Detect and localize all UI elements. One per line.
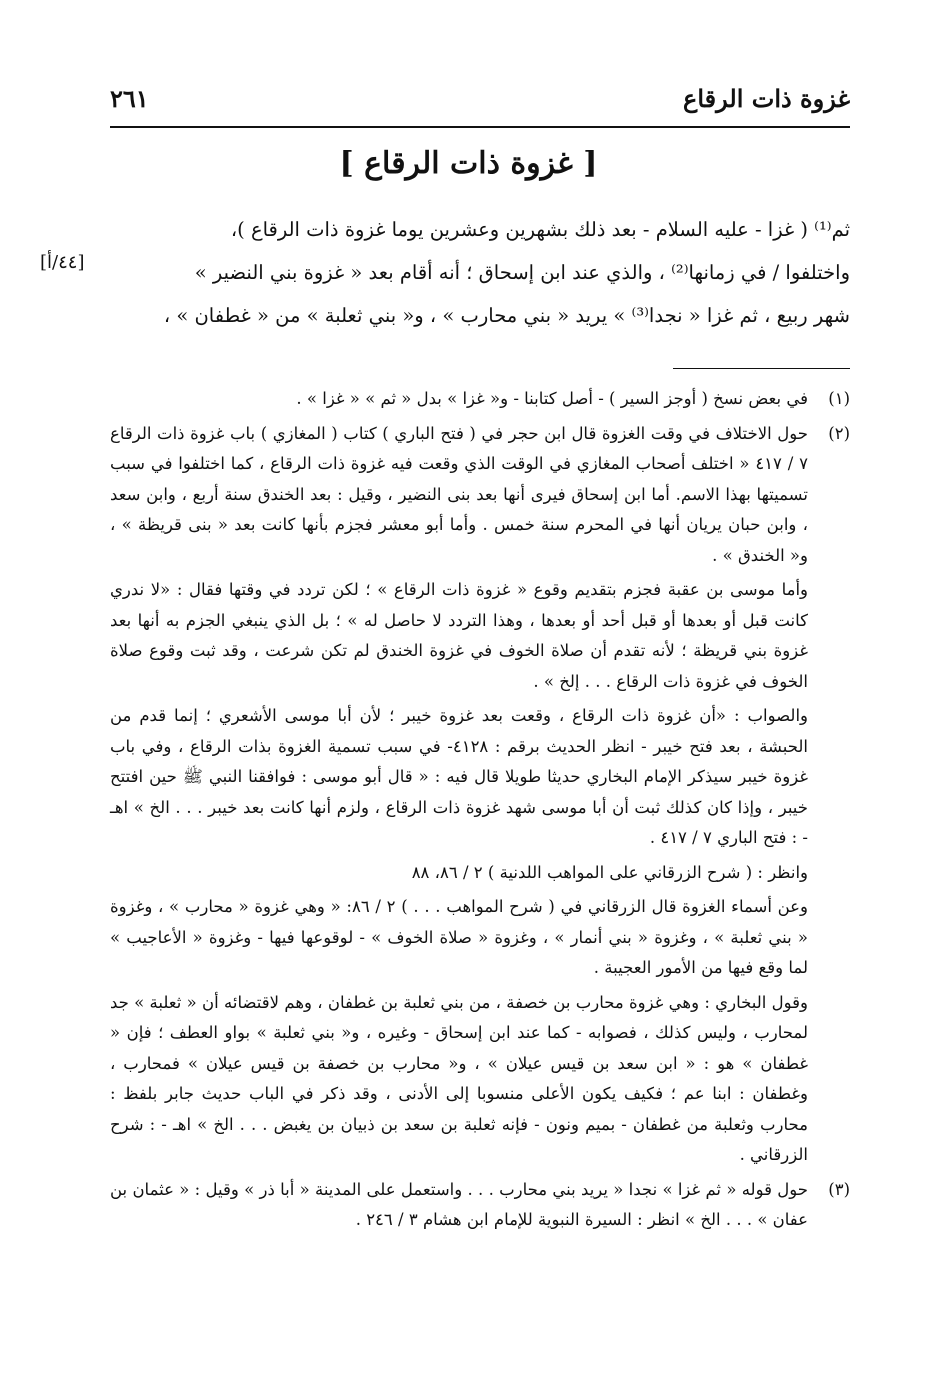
footnotes: [110, 384, 850, 1240]
main-text-line: واختلفوا / في زمانها⁽²⁾ ، والذي عند ابن إسحاق ؛ أنه أقام بعد « غزوة بني النضير »: [194, 261, 850, 284]
footnote-3: [110, 1175, 850, 1236]
running-title: غزوة ذات الرقاع: [683, 84, 850, 113]
footnote-number: (١): [828, 389, 850, 408]
main-text-line: ثم⁽¹⁾ ( غزا - عليه السلام - بعد ذلك بشهرين وعشرين يوما غزوة ذات الرقاع )،: [230, 218, 850, 241]
page-number: ٢٦١: [110, 84, 149, 113]
main-text: [110, 208, 850, 337]
footnote-number: (٣): [828, 1179, 850, 1199]
footnote-1: [110, 384, 850, 415]
footnote-paragraph: وأما موسى بن عقبة فجزم بتقديم وقوع « غزوة ذات الرقاع » ؛ لكن تردد في وقتها فقال : «لا ندري كانت قبل أو بعدها أو قبل أحد أو بعدها ، وهذا التردد لا حاصل له » ؛ بل الذي ينبغي الجزم به أنها بعد غزوة بني قريظة ؛ لأنه تقدم أن صلاة الخوف في غزوة الخندق لم تكن شرعت ، وقد ثبت وقوع صلاة الخوف في غزوة ذات الرقاع . . . إلخ » .: [110, 580, 808, 691]
running-head: [110, 78, 850, 128]
chapter-title: [ غزوة ذات الرقاع ]: [339, 146, 598, 181]
footnote-divider: [673, 368, 850, 369]
footnote-paragraph: في بعض نسخ ( أوجز السير ) - أصل كتابنا - و« غزا » بدل « ثم » « غزا » .: [296, 389, 808, 408]
main-text-line: شهر ربيع ، ثم غزا « نجدا⁽³⁾ » يريد « بني محارب » ، و« بني ثعلبة » من « غطفان » ،: [163, 304, 850, 327]
manuscript-folio-marker: [٤٤/أ]: [40, 252, 85, 273]
footnote-paragraph: حول الاختلاف في وقت الغزوة قال ابن حجر في ( فتح الباري ) كتاب ( المغازي ) باب غزوة ذات الرقاع ٧ / ٤١٧ « اختلف أصحاب المغازي في الوقت الذي وقعت فيه غزوة ذات الرقاع ، كما اختلفوا في سبب تسميتها بهذا الاسم. أما ابن إسحاق فيرى أنها بعد بنى النضير ، وقيل : بعد الخندق سنة أربع ، وابن سعد ، وابن حبان يريان أنها في المحرم سنة خمس . وأما أبو معشر فجزم بأنها كانت بعد « بنى قريظة » ، و« الخندق » .: [110, 423, 808, 565]
footnote-paragraph: وقول البخاري : وهي غزوة محارب بن خصفة ، من بني ثعلبة بن غطفان ، وهم لاقتضائه أن « ثعلبة » جد لمحارب ، وليس كذلك ، فصوابه - كما عند ابن إسحاق - وغيره ، و« بني ثعلبة » بواو العطف ؛ فإن « غطفان » هو : « ابن سعد بن قيس عيلان » ، و« محارب بن خصفة بن قيس عيلان » فمحارب ، وغطفان : ابنا عم ؛ فكيف يكون الأعلى منسوبا إلى الأدنى ، وقد ذكر في الباب حديث جابر بلفظ : محارب وثعلبة من غطفان - بميم ونون - فإنه ثعلبة بن سعد بن ذبيان بن يغبض . . . الخ » اهـ - : شرح الزرقاني .: [110, 992, 808, 1164]
footnote-2: [110, 419, 850, 1171]
footnote-paragraph: حول قوله « ثم غزا » نجدا « يريد بني محارب . . . واستعمل على المدينة « أبا ذر » وقيل : « عثمان بن عفان » . . . الخ » انظر : السيرة النبوية للإمام ابن هشام ٣ / ٢٤٦ .: [110, 1179, 808, 1229]
footnote-paragraph: وانظر : ( شرح الزرقاني على المواهب اللدنية ) ٢ / ٨٦، ٨٨: [411, 862, 808, 882]
footnote-number: (٢): [828, 423, 850, 443]
footnote-paragraph: والصواب : «أن غزوة ذات الرقاع ، وقعت بعد غزوة خيبر ؛ لأن أبا موسى الأشعري ؛ إنما قدم من الحبشة ، بعد فتح خيبر - انظر الحديث برقم : ٤١٢٨- في سبب تسمية الغزوة بذات الرقاع ، وفي باب غزوة خيبر سيذكر الإمام البخاري حديثا طويلا قال فيه : « قال أبو موسى : فوافقنا النبي ﷺ حين افتتح خيبر ، وإذا كان كذلك ثبت أن أبا موسى شهد غزوة ذات الرقاع ، ولزم أنها كانت بعد خيبر . . . الخ » اهـ - : فتح الباري ٧ / ٤١٧ .: [110, 706, 809, 847]
footnote-paragraph: وعن أسماء الغزوة قال الزرقاني في ( شرح المواهب . . . ) ٢ / ٨٦: « وهي غزوة « محارب » ، وغزوة « بني ثعلبة » ، وغزوة « بني أنمار » ، وغزوة « صلاة الخوف » - لوقوعها فيها - وغزوة « الأعاجيب » لما وقع فيها من الأمور العجيبة .: [110, 897, 808, 977]
